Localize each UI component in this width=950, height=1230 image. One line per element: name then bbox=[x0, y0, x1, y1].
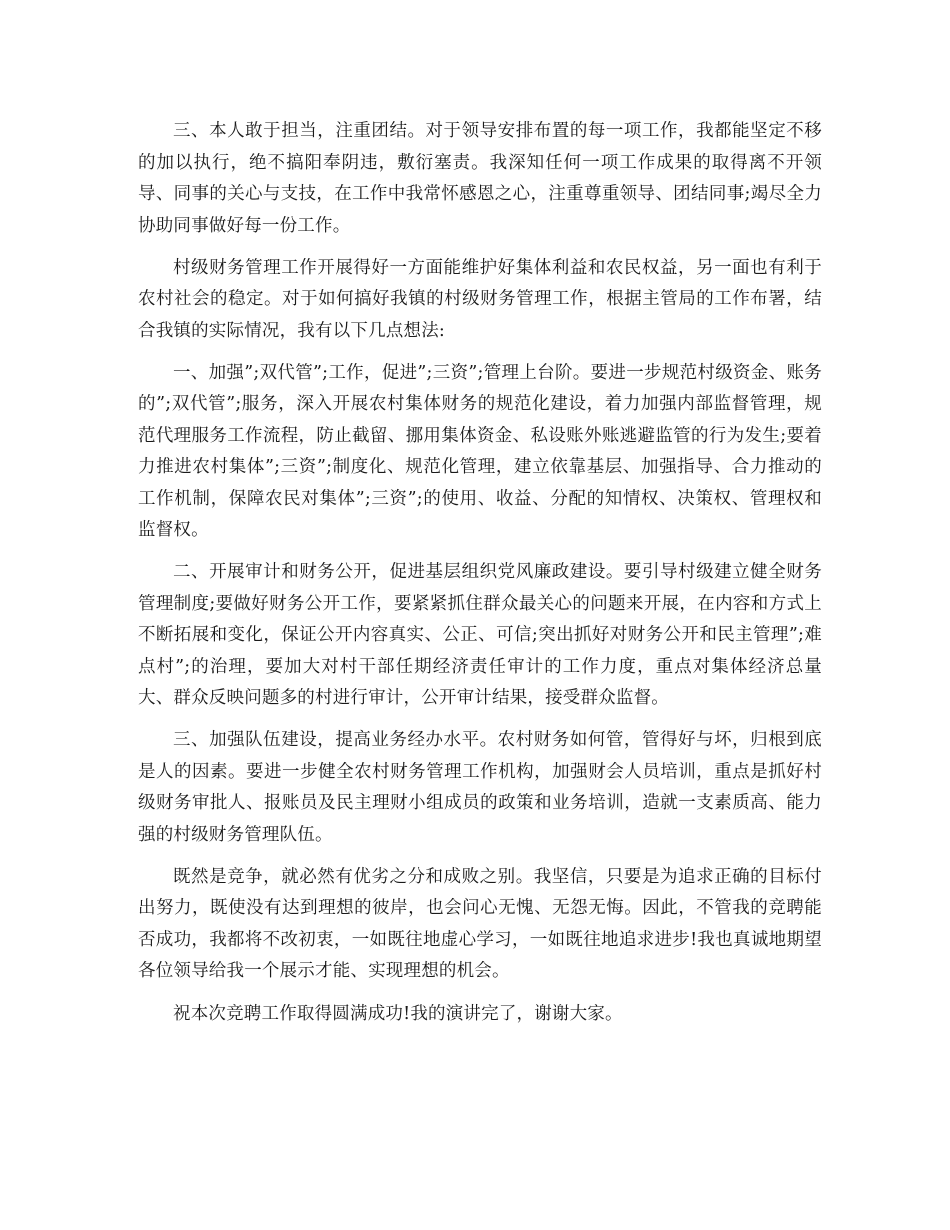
document-body bbox=[138, 116, 822, 1030]
paragraph-point-two: 二、开展审计和财务公开，促进基层组织党风廉政建设。要引导村级建立健全财务管理制度;要做好财务公开工作，要紧紧抓住群众最关心的问题来开展，在内容和方式上不断拓展和变化，保证公开内容真实、公正、可信;突出抓好对财务公开和民主管理”;难点村”;的治理，要加大对村干部任期经济责任审计的工作力度，重点对集体经济总量大、群众反映问题多的村进行审计，公开审计结果，接受群众监督。 bbox=[138, 562, 822, 709]
paragraph-point-three: 三、加强队伍建设，提高业务经办水平。农村财务如何管，管得好与坏，归根到底是人的因素。要进一步健全农村财务管理工作机构，加强财会人员培训，重点是抓好村级财务审批人、报账员及民主理财小组成员的政策和业务培训，造就一支素质高、能力强的村级财务管理队伍。 bbox=[138, 730, 822, 845]
paragraph-finance-intro: 村级财务管理工作开展得好一方面能维护好集体利益和农民权益，另一面也有利于农村社会的稳定。对于如何搞好我镇的村级财务管理工作，根据主管局的工作布署，结合我镇的实际情况，我有以下几点想法: bbox=[138, 257, 822, 341]
paragraph-conclusion: 既然是竞争，就必然有优劣之分和成败之别。我坚信，只要是为追求正确的目标付出努力，既使没有达到理想的彼岸，也会问心无愧、无怨无悔。因此，不管我的竞聘能否成功，我都将不改初衷，一如既往地虚心学习，一如既往地追求进步!我也真诚地期望各位领导给我一个展示才能、实现理想的机会。 bbox=[138, 866, 822, 982]
paragraph-point-one: 一、加强”;双代管”;工作，促进”;三资”;管理上台阶。要进一步规范村级资金、账务的”;双代管”;服务，深入开展农村集体财务的规范化建设，着力加强内部监督管理，规范代理服务工作流程，防止截留、挪用集体资金、私设账外账逃避监管的行为发生;要着力推进农村集体”;三资”;制度化、规范化管理，建立依靠基层、加强指导、合力推动的工作机制，保障农民对集体”;三资”;的使用、收益、分配的知情权、决策权、管理权和监督权。 bbox=[138, 362, 822, 541]
paragraph-closing: 祝本次竞聘工作取得圆满成功!我的演讲完了，谢谢大家。 bbox=[173, 1003, 623, 1024]
paragraph-commitment: 三、本人敢于担当，注重团结。对于领导安排布置的每一项工作，我都能坚定不移的加以执行，绝不搞阳奉阴违，敷衍塞责。我深知任何一项工作成果的取得离不开领导、同事的关心与支技，在工作中我常怀感恩之心，注重尊重领导、团结同事;竭尽全力协助同事做好每一份工作。 bbox=[138, 121, 822, 236]
